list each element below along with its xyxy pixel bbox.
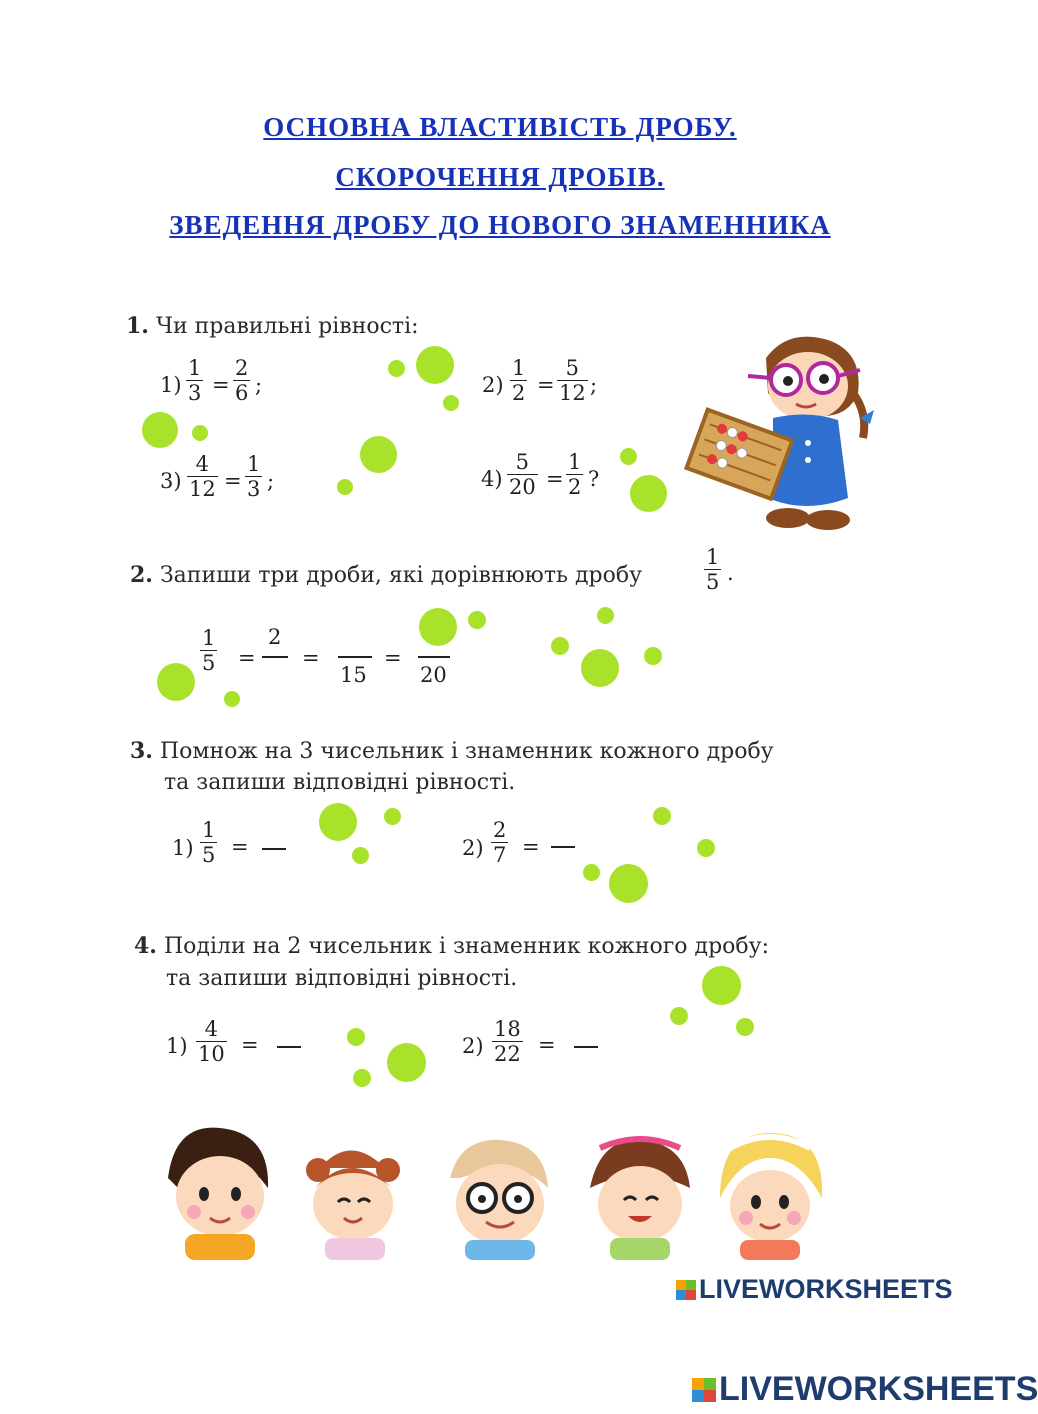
task1-item3-eq: =	[224, 469, 242, 493]
task1-item1-eq: =	[212, 373, 230, 397]
task4-item2-eq: =	[538, 1033, 556, 1057]
task4-item2-frac: $\frac{18}{22}$	[494, 1017, 521, 1066]
green-dot[interactable]	[630, 475, 667, 512]
green-dot[interactable]	[337, 479, 353, 495]
green-dot[interactable]	[352, 847, 369, 864]
task4-item2-blank	[574, 1046, 598, 1048]
task4-item1-eq: =	[241, 1033, 259, 1057]
task3-item1-frac: $\frac{1}{5}$	[202, 818, 216, 867]
task2-frac-a: $\frac{1}{5}$	[202, 626, 216, 675]
task3-number: 3.	[130, 738, 153, 764]
green-dot[interactable]	[597, 607, 614, 624]
green-dot[interactable]	[583, 864, 600, 881]
title-line-1: ОСНОВНА ВЛАСТИВІСТЬ ДРОБУ.	[263, 112, 737, 142]
shoe-left	[766, 508, 810, 528]
task1-item2-end: ;	[590, 373, 598, 397]
green-dot[interactable]	[388, 360, 405, 377]
green-dot[interactable]	[319, 803, 357, 841]
task4-heading	[134, 929, 769, 964]
task3-item2-blank	[551, 846, 575, 848]
task2-c-bar	[338, 656, 372, 658]
task1-item2-label: 2)	[482, 373, 504, 397]
task2-d-bar	[418, 656, 450, 658]
girl-abacus-illustration	[688, 318, 898, 533]
task3-line2: та запиши відповідні рівності.	[164, 770, 516, 795]
title-line-3: ЗВЕДЕННЯ ДРОБУ ДО НОВОГО ЗНАМЕННИКА	[169, 210, 831, 240]
task1-text: Чи правильні рівності:	[155, 314, 419, 339]
task2-b-num: 2	[268, 625, 282, 649]
green-dot[interactable]	[443, 395, 459, 411]
task3-item2-frac: $\frac{2}{7}$	[493, 818, 507, 867]
green-dot[interactable]	[620, 448, 637, 465]
child-5	[720, 1133, 822, 1260]
green-dot[interactable]	[360, 436, 397, 473]
task2-heading-frac: $\frac{1}{5}$	[706, 545, 720, 594]
child-1	[168, 1128, 268, 1260]
task2-c-den: 15	[340, 663, 367, 687]
logo-badge-icon	[676, 1280, 696, 1300]
logo-text: LIVEWORKSHEETS	[699, 1274, 953, 1304]
green-dot[interactable]	[551, 637, 569, 655]
task3-item1-label: 1)	[172, 836, 194, 860]
green-dot[interactable]	[416, 346, 454, 384]
pigtail	[853, 393, 864, 438]
green-dot[interactable]	[736, 1018, 754, 1036]
task2-b-bar	[262, 656, 288, 658]
task2-heading	[130, 558, 642, 593]
task1-item4-end: ?	[588, 467, 600, 491]
task4-line1: Поділи на 2 чисельник і знаменник кожного дробу:	[163, 934, 770, 959]
liveworksheets-logo	[676, 1274, 953, 1305]
task1-item4-frac-a: $\frac{5}{20}$	[509, 450, 536, 499]
task1-item3-frac-b: $\frac{1}{3}$	[247, 452, 261, 501]
task1-item3-end: ;	[267, 469, 275, 493]
task1-item4-eq: =	[546, 467, 564, 491]
green-dot[interactable]	[581, 649, 619, 687]
green-dot[interactable]	[347, 1028, 365, 1046]
green-dot[interactable]	[609, 864, 648, 903]
task1-item1-end: ;	[255, 373, 263, 397]
child-2	[306, 1151, 400, 1261]
green-dot[interactable]	[224, 691, 240, 707]
task4-item1-label: 1)	[166, 1034, 188, 1058]
task3-item2-label: 2)	[462, 836, 484, 860]
task1-item3-label: 3)	[160, 469, 182, 493]
task3-heading	[130, 734, 774, 769]
logo-badge-icon	[692, 1378, 716, 1402]
task2-number: 2.	[130, 562, 153, 588]
task4-item1-frac: $\frac{4}{10}$	[198, 1017, 225, 1066]
green-dot[interactable]	[697, 839, 715, 857]
child-3	[450, 1140, 548, 1260]
green-dot[interactable]	[192, 425, 208, 441]
task3-item1-blank	[262, 848, 286, 850]
task1-item2-eq: =	[537, 373, 555, 397]
shoe-right	[806, 510, 850, 530]
task2-heading-end: .	[727, 561, 734, 585]
green-dot[interactable]	[384, 808, 401, 825]
green-dot[interactable]	[702, 966, 741, 1005]
task2-text: Запиши три дроби, які дорівнюють дробу	[159, 563, 643, 588]
task1-item4-label: 4)	[481, 467, 503, 491]
title-line-2: СКОРОЧЕННЯ ДРОБІВ.	[335, 162, 665, 192]
task1-item1-frac-a: $\frac{1}{3}$	[188, 356, 202, 405]
task4-line2: та запиши відповідні рівності.	[166, 966, 518, 991]
task2-eq-1: =	[238, 646, 256, 670]
task1-item4-frac-b: $\frac{1}{2}$	[568, 450, 582, 499]
green-dot[interactable]	[387, 1043, 426, 1082]
green-dot[interactable]	[419, 608, 457, 646]
task4-item1-blank	[277, 1046, 301, 1048]
task2-eq-3: =	[384, 646, 402, 670]
task1-item1-label: 1)	[160, 373, 182, 397]
task1-item2-frac-a: $\frac{1}{2}$	[512, 356, 526, 405]
green-dot[interactable]	[468, 611, 486, 629]
green-dot[interactable]	[653, 807, 671, 825]
liveworksheets-footer-logo	[692, 1370, 1038, 1409]
task1-number: 1.	[126, 313, 149, 339]
green-dot[interactable]	[142, 412, 178, 448]
green-dot[interactable]	[644, 647, 662, 665]
child-4	[590, 1139, 690, 1260]
logo-text: LIVEWORKSHEETS	[719, 1370, 1038, 1408]
task1-heading	[126, 309, 419, 344]
task4-number: 4.	[134, 933, 157, 959]
task2-eq-2: =	[302, 646, 320, 670]
task3-item1-eq: =	[231, 835, 249, 859]
task4-item2-label: 2)	[462, 1034, 484, 1058]
task1-item1-frac-b: $\frac{2}{6}$	[235, 356, 249, 405]
task3-item2-eq: =	[522, 835, 540, 859]
task1-item2-frac-b: $\frac{5}{12}$	[559, 356, 586, 405]
task2-d-den: 20	[420, 663, 447, 687]
task3-line1: Помнож на 3 чисельник і знаменник кожного дробу	[159, 739, 774, 764]
green-dot[interactable]	[157, 663, 195, 701]
green-dot[interactable]	[670, 1007, 688, 1025]
green-dot[interactable]	[353, 1069, 371, 1087]
children-illustration	[160, 1118, 840, 1260]
task1-item3-frac-a: $\frac{4}{12}$	[189, 452, 216, 501]
